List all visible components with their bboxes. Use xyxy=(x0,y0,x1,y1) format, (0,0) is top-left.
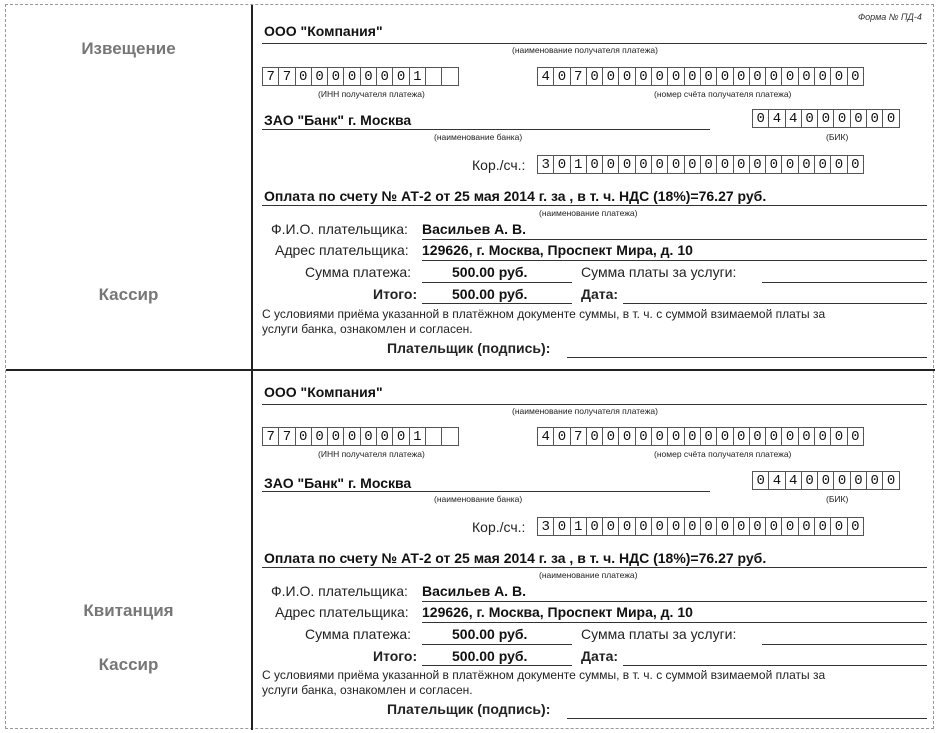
digit-cell: 0 xyxy=(684,155,701,174)
purpose-underline xyxy=(262,205,927,206)
digit-cell: 0 xyxy=(700,67,717,86)
bik-caption: (БИК) xyxy=(826,494,849,504)
digit-cell: 0 xyxy=(733,517,750,536)
digit-cell: 0 xyxy=(586,155,603,174)
address-label: Адрес плательщика: xyxy=(275,604,409,620)
digit-cell: 0 xyxy=(781,427,798,446)
digit-cell: 0 xyxy=(716,67,733,86)
digit-cell: 4 xyxy=(768,471,785,490)
digit-cell: 0 xyxy=(781,155,798,174)
digit-cell: 0 xyxy=(392,427,409,446)
digit-cell: 0 xyxy=(295,427,312,446)
notice-label: Извещение xyxy=(81,39,176,58)
digit-cell: 0 xyxy=(553,67,570,86)
digit-cell: 0 xyxy=(635,427,652,446)
digit-cell xyxy=(441,427,458,446)
digit-cell: 0 xyxy=(635,67,652,86)
digit-cell: 4 xyxy=(785,471,802,490)
digit-cell: 0 xyxy=(327,67,344,86)
digit-cell xyxy=(425,427,442,446)
digit-cell: 0 xyxy=(830,67,847,86)
address-underline xyxy=(422,622,927,623)
cashier-label-bottom: Кассир xyxy=(98,655,159,674)
corr-label: Кор./сч.: xyxy=(472,519,526,535)
total-value: 500.00 руб. xyxy=(452,648,528,664)
digit-cell: 0 xyxy=(814,155,831,174)
digit-cell: 0 xyxy=(830,155,847,174)
fee-label: Сумма платы за услуги: xyxy=(581,626,737,642)
digit-cell: 7 xyxy=(262,427,279,446)
bank-caption: (наименование банка) xyxy=(434,132,523,142)
digit-cell: 0 xyxy=(801,471,818,490)
digit-cell: 0 xyxy=(749,67,766,86)
bik-caption: (БИК) xyxy=(826,132,849,142)
digit-cell: 4 xyxy=(768,109,785,128)
date-underline xyxy=(623,665,927,666)
digit-cell: 0 xyxy=(586,67,603,86)
digit-cell: 0 xyxy=(716,155,733,174)
bank-name: ЗАО "Банк" г. Москва xyxy=(264,475,412,491)
form-number: Форма № ПД-4 xyxy=(858,12,922,22)
digit-cell: 0 xyxy=(752,109,769,128)
digit-cell: 0 xyxy=(684,427,701,446)
digit-cell: 0 xyxy=(814,427,831,446)
digit-cell: 0 xyxy=(667,427,684,446)
bank-underline xyxy=(262,129,710,130)
corr-cells xyxy=(537,517,864,536)
digit-cell: 1 xyxy=(409,67,426,86)
digit-cell: 0 xyxy=(651,427,668,446)
payer-address: 129626, г. Москва, Проспект Мира, д. 10 xyxy=(422,242,693,258)
payment-purpose: Оплата по счету № АТ-2 от 25 мая 2014 г. за , в т. ч. НДС (18%)=76.27 руб. xyxy=(264,550,767,566)
inn-cells xyxy=(262,427,459,446)
digit-cell: 0 xyxy=(749,155,766,174)
digit-cell: 0 xyxy=(553,427,570,446)
digit-cell: 0 xyxy=(798,427,815,446)
bank-caption: (наименование банка) xyxy=(434,494,523,504)
digit-cell: 0 xyxy=(651,517,668,536)
agreement-line-1: С условиями приёма указанной в платёжном документе суммы, в т. ч. с суммой взимаемой платы за xyxy=(262,307,826,321)
digit-cell: 0 xyxy=(866,471,883,490)
digit-cell: 0 xyxy=(635,517,652,536)
agreement-line-2: услуги банка, ознакомлен и согласен. xyxy=(262,683,473,697)
account-caption: (номер счёта получателя платежа) xyxy=(654,449,792,459)
digit-cell: 3 xyxy=(537,517,554,536)
digit-cell: 0 xyxy=(343,67,360,86)
fee-underline xyxy=(762,282,927,283)
digit-cell: 0 xyxy=(847,155,864,174)
digit-cell: 0 xyxy=(618,517,635,536)
purpose-caption: (наименование платежа) xyxy=(539,208,638,218)
total-value: 500.00 руб. xyxy=(452,286,528,302)
inn-cells xyxy=(262,67,459,86)
payer-underline xyxy=(422,239,927,240)
address-underline xyxy=(422,260,927,261)
digit-cell: 7 xyxy=(278,67,295,86)
recipient-caption: (наименование получателя платежа) xyxy=(512,406,658,416)
digit-cell: 0 xyxy=(618,67,635,86)
digit-cell: 0 xyxy=(850,471,867,490)
bank-name: ЗАО "Банк" г. Москва xyxy=(264,112,412,128)
date-label: Дата: xyxy=(581,648,619,664)
digit-cell: 0 xyxy=(635,155,652,174)
digit-cell: 0 xyxy=(586,517,603,536)
purpose-caption: (наименование платежа) xyxy=(539,570,638,580)
signature-line xyxy=(567,357,927,358)
sum-value: 500.00 руб. xyxy=(452,264,528,280)
digit-cell: 0 xyxy=(667,517,684,536)
fee-label: Сумма платы за услуги: xyxy=(581,264,737,280)
digit-cell: 0 xyxy=(602,155,619,174)
total-underline xyxy=(422,665,572,666)
payer-address: 129626, г. Москва, Проспект Мира, д. 10 xyxy=(422,604,693,620)
payer-label: Ф.И.О. плательщика: xyxy=(271,583,408,599)
signature-label: Плательщик (подпись): xyxy=(387,701,551,717)
signature-label: Плательщик (подпись): xyxy=(387,340,551,356)
digit-cell: 0 xyxy=(749,517,766,536)
digit-cell: 0 xyxy=(295,67,312,86)
inn-caption: (ИНН получателя платежа) xyxy=(318,89,425,99)
digit-cell: 0 xyxy=(700,517,717,536)
digit-cell: 0 xyxy=(733,155,750,174)
digit-cell: 0 xyxy=(833,109,850,128)
digit-cell: 7 xyxy=(278,427,295,446)
digit-cell: 7 xyxy=(262,67,279,86)
digit-cell: 0 xyxy=(376,427,393,446)
agreement-line-2: услуги банка, ознакомлен и согласен. xyxy=(262,322,473,336)
digit-cell: 1 xyxy=(570,517,587,536)
digit-cell: 0 xyxy=(749,427,766,446)
digit-cell: 0 xyxy=(667,67,684,86)
inn-caption: (ИНН получателя платежа) xyxy=(318,449,425,459)
account-cells xyxy=(537,427,864,446)
digit-cell: 3 xyxy=(537,155,554,174)
digit-cell: 0 xyxy=(700,427,717,446)
digit-cell: 0 xyxy=(602,517,619,536)
digit-cell: 1 xyxy=(409,427,426,446)
sum-underline xyxy=(422,644,572,645)
digit-cell: 0 xyxy=(847,427,864,446)
payer-name: Васильев А. В. xyxy=(422,221,526,237)
total-underline xyxy=(422,303,572,304)
digit-cell: 0 xyxy=(765,67,782,86)
recipient-name: ООО "Компания" xyxy=(264,384,383,400)
digit-cell: 1 xyxy=(570,155,587,174)
digit-cell: 4 xyxy=(785,109,802,128)
digit-cell: 0 xyxy=(327,427,344,446)
digit-cell: 0 xyxy=(618,155,635,174)
fee-underline xyxy=(762,644,927,645)
address-label: Адрес плательщика: xyxy=(275,242,409,258)
sum-label: Сумма платежа: xyxy=(305,264,412,280)
digit-cell: 4 xyxy=(537,67,554,86)
digit-cell xyxy=(425,67,442,86)
digit-cell: 0 xyxy=(798,67,815,86)
digit-cell: 4 xyxy=(537,427,554,446)
digit-cell: 0 xyxy=(752,471,769,490)
digit-cell: 0 xyxy=(602,67,619,86)
signature-line xyxy=(567,718,927,719)
digit-cell: 0 xyxy=(882,109,899,128)
bik-cells xyxy=(752,109,900,128)
total-label: Итого: xyxy=(373,648,418,664)
payer-underline xyxy=(422,601,927,602)
bank-underline xyxy=(262,491,710,492)
digit-cell: 0 xyxy=(360,67,377,86)
digit-cell: 0 xyxy=(392,67,409,86)
digit-cell: 0 xyxy=(850,109,867,128)
receipt-label: Квитанция xyxy=(83,601,174,620)
purpose-underline xyxy=(262,567,927,568)
digit-cell: 0 xyxy=(847,67,864,86)
account-caption: (номер счёта получателя платежа) xyxy=(654,89,792,99)
digit-cell: 0 xyxy=(781,67,798,86)
digit-cell: 0 xyxy=(817,471,834,490)
digit-cell: 0 xyxy=(343,427,360,446)
digit-cell: 0 xyxy=(765,517,782,536)
digit-cell: 0 xyxy=(733,67,750,86)
digit-cell: 0 xyxy=(781,517,798,536)
digit-cell: 0 xyxy=(716,517,733,536)
recipient-caption: (наименование получателя платежа) xyxy=(512,45,658,55)
digit-cell: 0 xyxy=(602,427,619,446)
digit-cell: 0 xyxy=(798,155,815,174)
payment-purpose: Оплата по счету № АТ-2 от 25 мая 2014 г. за , в т. ч. НДС (18%)=76.27 руб. xyxy=(264,188,767,204)
account-cells xyxy=(537,67,864,86)
date-underline xyxy=(623,303,927,304)
digit-cell: 0 xyxy=(801,109,818,128)
date-label: Дата: xyxy=(581,286,619,302)
payment-form-pd4 xyxy=(5,4,934,729)
corr-label: Кор./сч.: xyxy=(472,157,526,173)
digit-cell: 0 xyxy=(667,155,684,174)
digit-cell: 0 xyxy=(553,155,570,174)
digit-cell: 0 xyxy=(553,517,570,536)
digit-cell: 0 xyxy=(684,517,701,536)
digit-cell: 0 xyxy=(765,427,782,446)
cashier-label-top: Кассир xyxy=(98,285,159,304)
digit-cell: 0 xyxy=(733,427,750,446)
corr-cells xyxy=(537,155,864,174)
digit-cell: 0 xyxy=(798,517,815,536)
digit-cell: 0 xyxy=(311,67,328,86)
digit-cell: 0 xyxy=(376,67,393,86)
notice-section xyxy=(6,5,935,370)
bik-cells xyxy=(752,471,900,490)
digit-cell xyxy=(441,67,458,86)
digit-cell: 0 xyxy=(311,427,328,446)
digit-cell: 7 xyxy=(570,427,587,446)
digit-cell: 0 xyxy=(830,427,847,446)
total-label: Итого: xyxy=(373,286,418,302)
digit-cell: 0 xyxy=(882,471,899,490)
recipient-underline xyxy=(262,404,927,405)
digit-cell: 7 xyxy=(570,67,587,86)
agreement-line-1: С условиями приёма указанной в платёжном документе суммы, в т. ч. с суммой взимаемой платы за xyxy=(262,668,826,682)
sum-label: Сумма платежа: xyxy=(305,626,412,642)
digit-cell: 0 xyxy=(814,517,831,536)
digit-cell: 0 xyxy=(651,155,668,174)
digit-cell: 0 xyxy=(847,517,864,536)
digit-cell: 0 xyxy=(618,427,635,446)
sum-value: 500.00 руб. xyxy=(452,626,528,642)
digit-cell: 0 xyxy=(866,109,883,128)
receipt-section xyxy=(6,370,935,730)
digit-cell: 0 xyxy=(814,67,831,86)
sum-underline xyxy=(422,282,572,283)
digit-cell: 0 xyxy=(360,427,377,446)
digit-cell: 0 xyxy=(586,427,603,446)
digit-cell: 0 xyxy=(651,67,668,86)
digit-cell: 0 xyxy=(817,109,834,128)
recipient-name: ООО "Компания" xyxy=(264,23,383,39)
recipient-underline xyxy=(262,43,927,44)
digit-cell: 0 xyxy=(830,517,847,536)
digit-cell: 0 xyxy=(716,427,733,446)
payer-name: Васильев А. В. xyxy=(422,583,526,599)
digit-cell: 0 xyxy=(765,155,782,174)
payer-label: Ф.И.О. плательщика: xyxy=(271,221,408,237)
digit-cell: 0 xyxy=(700,155,717,174)
digit-cell: 0 xyxy=(684,67,701,86)
digit-cell: 0 xyxy=(833,471,850,490)
